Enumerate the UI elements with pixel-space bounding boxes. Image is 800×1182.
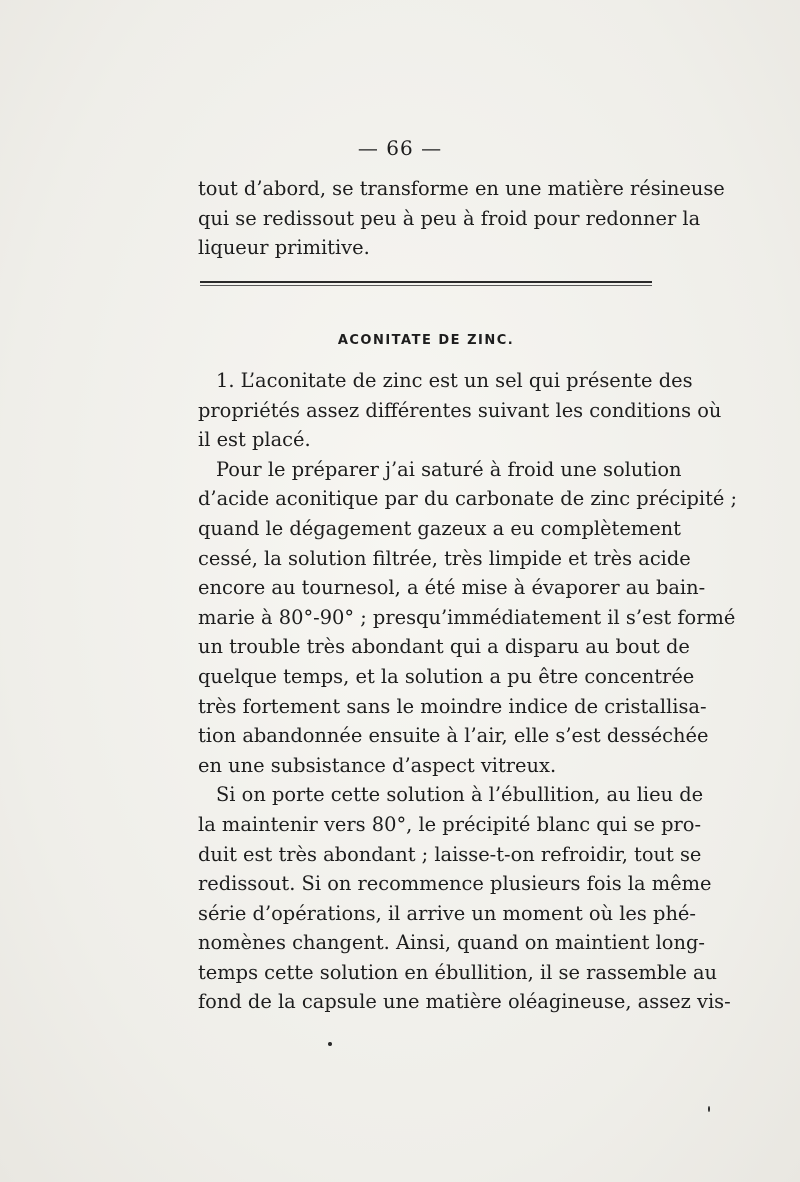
text-line: tion abandonnée ensuite à l’air, elle s’est desséchée [198, 724, 709, 748]
text-line: tout d’abord, se transforme en une matière résineuse [198, 177, 725, 200]
text-line: d’acide aconitique par du carbonate de zinc précipité ; [198, 487, 738, 511]
carryover-paragraph [198, 174, 725, 263]
text-line: Si on porte cette solution à l’ébullition, au lieu de [216, 783, 704, 807]
section-divider [200, 281, 652, 283]
text-line: encore au tournesol, a été mise à évaporer au bain- [198, 576, 706, 600]
text-line: 1. L’aconitate de zinc est un sel qui présente des [216, 369, 693, 392]
paragraph-3 [198, 780, 731, 1017]
text-line: duit est très abondant ; laisse-t-on refroidir, tout se [198, 842, 702, 866]
text-line: propriétés assez différentes suivant les conditions où [198, 398, 722, 422]
section-title: ACONITATE DE ZINC. [337, 333, 515, 348]
text-line: très fortement sans le moindre indice de cristallisa- [198, 694, 707, 718]
text-line: quelque temps, et la solution a pu être concentrée [198, 664, 695, 688]
section-divider-thin [200, 285, 652, 286]
text-line: cessé, la solution filtrée, très limpide et très acide [198, 546, 691, 570]
text-line: qui se redissout peu à peu à froid pour redonner la [198, 206, 701, 230]
text-line: la maintenir vers 80°, le précipité blanc qui se pro- [198, 812, 702, 836]
text-line: il est placé. [198, 428, 311, 452]
text-line: marie à 80°-90° ; presqu’immédiatement il s’est formé [198, 605, 736, 629]
paragraph-2 [198, 455, 738, 781]
ink-speck [328, 1042, 332, 1046]
text-line: un trouble très abondant qui a disparu au bout de [198, 635, 690, 659]
text-line: liqueur primitive. [198, 236, 370, 260]
page-number: — 66 — [357, 136, 443, 160]
text-line: redissout. Si on recommence plusieurs fois la même [198, 872, 712, 896]
ink-speck [708, 1106, 710, 1112]
text-line: nomènes changent. Ainsi, quand on maintient long- [198, 931, 705, 955]
text-line: fond de la capsule une matière oléagineuse, assez vis- [198, 990, 731, 1014]
text-line: quand le dégagement gazeux a eu complètement [198, 516, 681, 540]
paragraph-1 [198, 366, 722, 455]
text-line: série d’opérations, il arrive un moment où les phé- [198, 901, 696, 925]
section-body [198, 366, 738, 1017]
text-line: en une subsistance d’aspect vitreux. [198, 753, 557, 777]
text-line: temps cette solution en ébullition, il se rassemble au [198, 960, 718, 984]
text-line: Pour le préparer j’ai saturé à froid une solution [216, 457, 682, 481]
